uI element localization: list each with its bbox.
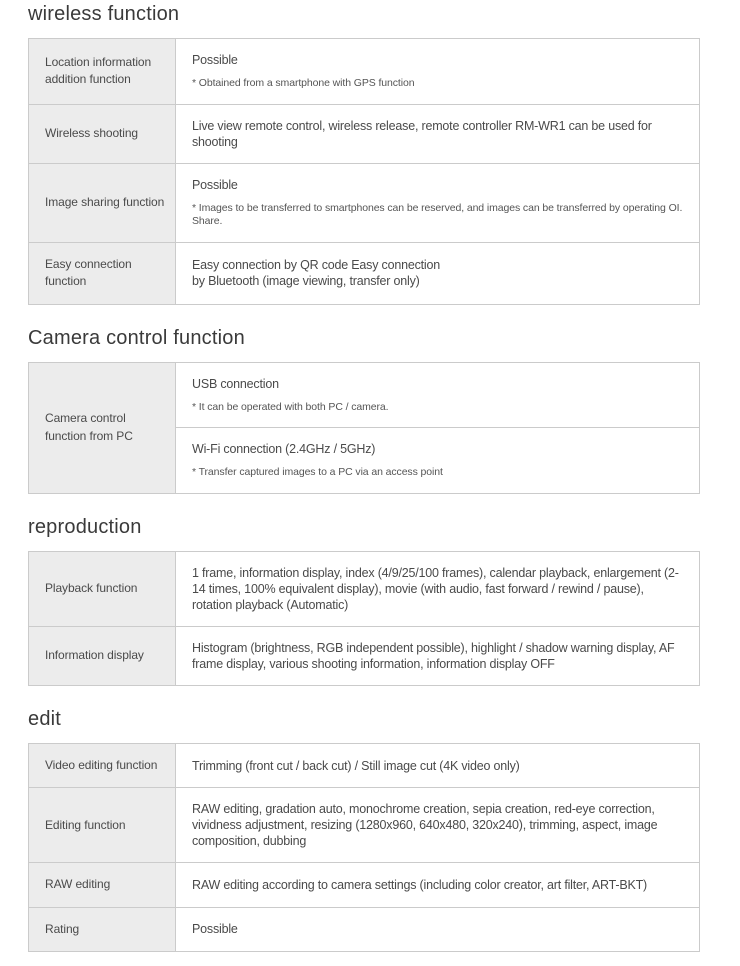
- row-note: * Obtained from a smartphone with GPS function: [192, 77, 415, 89]
- table-row: [29, 788, 700, 863]
- spec-section-wireless-function: [28, 3, 700, 305]
- section-title: edit: [28, 707, 62, 730]
- table-row: [29, 626, 700, 685]
- value-text: Histogram (brightness, RGB independent possible), highlight / shadow warning display, AF frame display, various shooting information, information display OFF: [192, 640, 675, 671]
- row-value: [176, 242, 700, 304]
- row-note: * Images to be transferred to smartphones can be reserved, and images can be transferred by operating OI. Share.: [192, 201, 683, 228]
- row-note: * Transfer captured images to a PC via an access point: [192, 466, 443, 479]
- row-value: [176, 362, 700, 428]
- table-row: [29, 104, 700, 163]
- value-text: Live view remote control, wireless release, remote controller RM-WR1 can be used for shooting: [192, 118, 652, 149]
- value-text: 1 frame, information display, index (4/9/25/100 frames), calendar playback, enlargement (2-14 times, 100% equivalent display), movie (with audio, fast forward / rewind / pause), rotation playback (Automatic): [192, 565, 679, 612]
- row-label: Location information addition function: [29, 39, 176, 105]
- row-label: RAW editing: [29, 863, 176, 907]
- spec-table: [28, 551, 700, 686]
- value-text: Trimming (front cut / back cut) / Still image cut (4K video only): [192, 758, 520, 773]
- spec-section-camera-control-function: [28, 327, 700, 494]
- spec-table-body: [29, 362, 700, 493]
- row-value: [176, 163, 700, 242]
- value-text: Wi-Fi connection (2.4GHz / 5GHz): [192, 442, 376, 457]
- row-value: [176, 104, 700, 163]
- value-text: Possible: [192, 922, 238, 937]
- table-row: [29, 743, 700, 787]
- spec-table-body: [29, 39, 700, 305]
- row-value: [176, 39, 700, 105]
- spec-section-edit: [28, 708, 700, 952]
- value-text: RAW editing according to camera settings (including color creator, art filter, ART-BKT): [192, 878, 648, 893]
- table-row: [29, 863, 700, 907]
- table-row: [29, 907, 700, 951]
- section-title: Camera control function: [28, 326, 245, 349]
- section-title: reproduction: [28, 515, 142, 538]
- value-line: by Bluetooth (image viewing, transfer only): [192, 274, 420, 289]
- row-label: Rating: [29, 907, 176, 951]
- row-label: Wireless shooting: [29, 104, 176, 163]
- row-label: Image sharing function: [29, 163, 176, 242]
- row-value: [176, 907, 700, 951]
- table-row: [29, 242, 700, 304]
- value-text: RAW editing, gradation auto, monochrome creation, sepia creation, red-eye correction, vividness adjustment, resizing (1280x960, 640x480, 320x240), trimming, aspect, image composition, dubbing: [192, 802, 658, 849]
- table-row: [29, 39, 700, 105]
- spec-table: [28, 38, 700, 305]
- row-value: [176, 626, 700, 685]
- value-text: Possible: [192, 177, 238, 192]
- table-row: [29, 163, 700, 242]
- row-value: [176, 788, 700, 863]
- row-value: [176, 551, 700, 626]
- value-text: USB connection: [192, 376, 279, 391]
- value-text: Possible: [192, 53, 238, 67]
- spec-table: [28, 743, 700, 952]
- spec-table-body: [29, 551, 700, 685]
- row-label: Video editing function: [29, 743, 176, 787]
- spec-table-body: [29, 743, 700, 951]
- row-value: [176, 743, 700, 787]
- table-row: [29, 551, 700, 626]
- value-line: Easy connection by QR code Easy connection: [192, 258, 440, 273]
- row-label: Editing function: [29, 788, 176, 863]
- spec-table: [28, 362, 700, 494]
- row-value: [176, 863, 700, 907]
- table-row: [29, 362, 700, 428]
- row-label: Camera control function from PC: [29, 362, 176, 493]
- row-value: [176, 428, 700, 494]
- row-label: Information display: [29, 626, 176, 685]
- row-note: * It can be operated with both PC / camera.: [192, 400, 389, 413]
- section-title: wireless function: [28, 3, 180, 25]
- row-label: Easy connection function: [29, 242, 176, 304]
- row-label: Playback function: [29, 551, 176, 626]
- spec-section-reproduction: [28, 516, 700, 686]
